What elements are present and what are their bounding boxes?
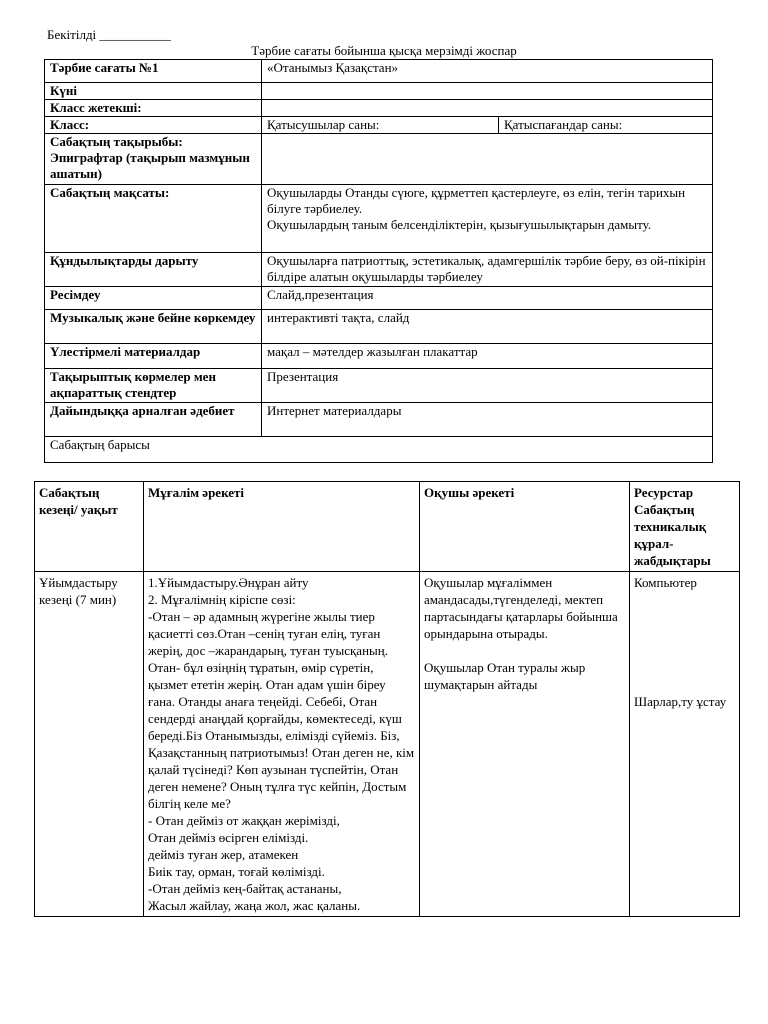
absent-count: Қатыспағандар саны:	[499, 117, 713, 134]
date-label: Күні	[45, 83, 262, 100]
design-value: Слайд,презентация	[262, 287, 713, 310]
teacher-line: - Отан дейміз от жаққан жерімізді,	[148, 813, 340, 828]
resource-1: Компьютер	[634, 575, 697, 590]
teacher-line: дейміз туған жер, атамекен	[148, 847, 299, 862]
present-count: Қатысушылар саны:	[262, 117, 499, 134]
teacher-line: -Отан – әр адамның жүрегіне жылы тиер қасиетті сөз.Отан –сенің туған елің, туған жерің, дос –жарандарың, туған туысқаның. Отан- бұл өзіңнің тұратын, өмір сүретін, қызмет ететін жерің. Отан адам үшін біреу ғана. Отанды анаға теңейді. Себебі, Отан сендерді анаңдай қорғайды, көмектеседі, күш береді.Біз Отанымызды, елімізді сүйеміз. Біз, Қазақстанның патриотымыз! Отан деген не, кім қалай түсінеді? Көп аузынан түспейтін, Отан деген немене? Оның тұлға түс кейпін, Достым білгің келе ме?	[148, 609, 415, 811]
document-title: Тәрбие сағаты бойынша қысқа мерзімді жоспар	[251, 43, 517, 58]
teacher-line: 1.Ұйымдастыру.Әнұран айту	[148, 575, 309, 590]
resources-cell	[630, 572, 740, 917]
teacher-value	[262, 100, 713, 117]
music-label: Музыкалық және бейне көркемдеу	[45, 310, 262, 344]
exhibit-value: Презентация	[262, 369, 713, 403]
student-activity	[420, 572, 630, 917]
resource-2: Шарлар,ту ұстау	[634, 694, 727, 709]
values-label: Құндылықтарды дарыту	[45, 253, 262, 287]
student-text-2: Оқушылар Отан туралы жыр шумақтарын айтады	[424, 660, 586, 692]
goal-label: Сабақтың мақсаты:	[45, 185, 262, 253]
teacher-line: Жасыл жайлау, жаңа жол, жас қаланы.	[148, 898, 361, 913]
date-value	[262, 83, 713, 100]
stage-cell: Ұйымдастыру кезеңі (7 мин)	[35, 572, 144, 917]
teacher-label: Класс жетекші:	[45, 100, 262, 117]
teacher-line: Отан дейміз өсірген елімізді.	[148, 830, 309, 845]
lesson-value: «Отанымыз Қазақстан»	[262, 60, 713, 83]
literature-value: Интернет материалдары	[262, 403, 713, 437]
handout-label: Үлестірмелі материалдар	[45, 344, 262, 369]
col-header-resources: Ресурстар Сабақтың техникалық құрал-жабдықтары	[630, 482, 740, 572]
values-value: Оқушыларға патриоттық, эстетикалық, адамгершілік тәрбие беру, өз ой-пікірін білдіре алатын оқушыларды тәрбиелеу	[262, 253, 713, 287]
exhibit-label: Тақырыптық көрмелер мен ақпараттық стендтер	[45, 369, 262, 403]
teacher-line: Биік тау, орман, тоғай көлімізді.	[148, 864, 325, 879]
class-label: Класс:	[45, 117, 262, 134]
literature-label: Дайындыққа арналған әдебиет	[45, 403, 262, 437]
approved-line: Бекітілді ___________	[47, 27, 171, 42]
stages-table	[34, 481, 740, 917]
goal-text-1: Оқушыларды Отанды сүюге, құрметтеп қастерлеуге, өз елін, тегін тарихын білуге тәрбиелеу.	[267, 185, 686, 216]
col-header-stage: Сабақтың кезеңі/ уақыт	[35, 482, 144, 572]
teacher-line: -Отан дейміз кең-байтақ астананы,	[148, 881, 342, 896]
student-text-1: Оқушылар мұғаліммен амандасады,түгенделеді, мектеп партасындағы қатарлары бойынша орындарына отырады.	[424, 575, 618, 641]
teacher-activity	[144, 572, 420, 917]
topic-label: Сабақтың тақырыбы: Эпиграфтар (тақырып мазмұнын ашатын)	[45, 134, 262, 185]
plan-table	[44, 59, 713, 463]
topic-value	[262, 134, 713, 185]
col-header-teacher: Мұғалім әрекеті	[144, 482, 420, 572]
handout-value: мақал – мәтелдер жазылған плакаттар	[262, 344, 713, 369]
col-header-student: Оқушы әрекеті	[420, 482, 630, 572]
lesson-label: Тәрбие сағаты №1	[45, 60, 262, 83]
teacher-line: 2. Мұғалімнің кіріспе сөзі:	[148, 592, 296, 607]
goal-value	[262, 185, 713, 253]
lesson-progress-label: Сабақтың барысы	[45, 437, 713, 463]
music-value: интерактивті тақта, слайд	[262, 310, 713, 344]
goal-text-2: Оқушылардың таным белсенділіктерін, қызығушылықтарын дамыту.	[267, 217, 652, 232]
design-label: Ресімдеу	[45, 287, 262, 310]
